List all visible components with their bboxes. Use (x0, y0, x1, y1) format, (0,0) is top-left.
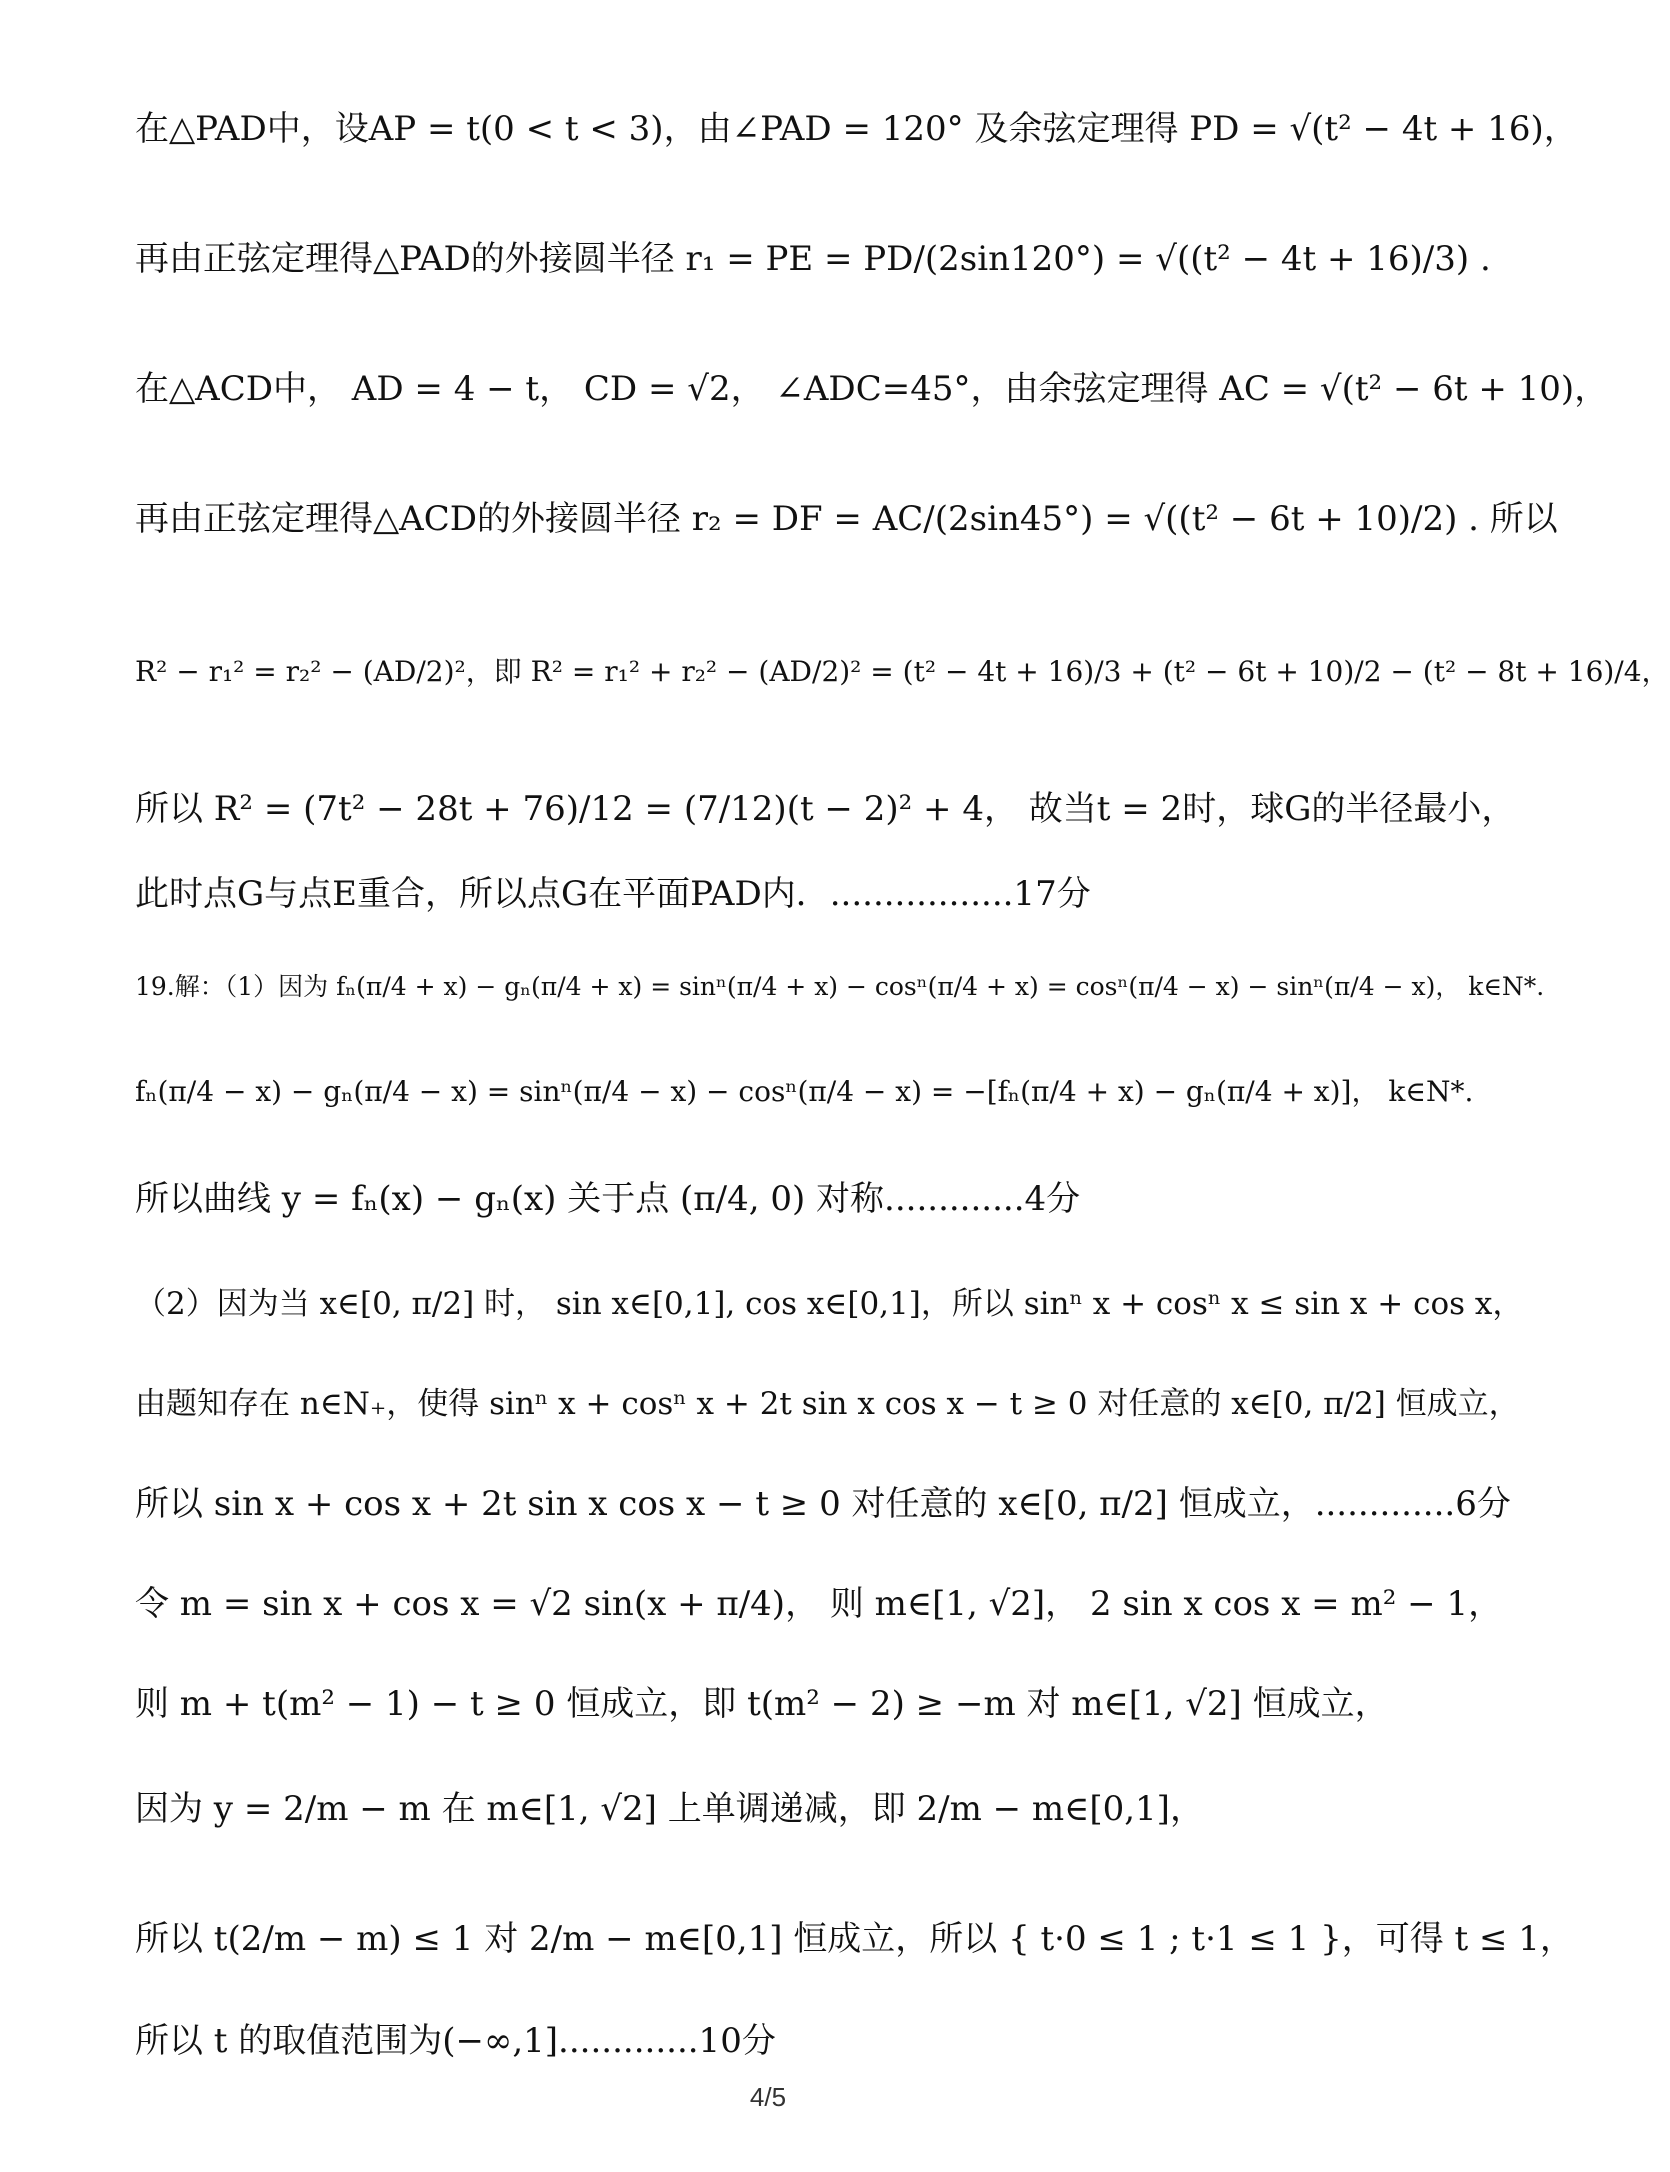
line-text: fₙ(π/4 − x) − gₙ(π/4 − x) = sinⁿ(π/4 − x) − cosⁿ(π/4 − x) = −[fₙ(π/4 + x) − gₙ(π/4 + x)]， k∈N*. (135, 1075, 1474, 1108)
line-text: R² − r₁² = r₂² − (AD/2)²，即 R² = r₁² + r₂² − (AD/2)² = (t² − 4t + 16)/3 + (t² − 6t + 10)/2 − (t² − 8t + 16)/4， (135, 655, 1670, 688)
line-text: 所以 sin x + cos x + 2t sin x cos x − t ≥ 0 对任意的 x∈[0, π/2] 恒成立，.............6分 (135, 1483, 1511, 1524)
line-text: 19.解：（1）因为 fₙ(π/4 + x) − gₙ(π/4 + x) = sinⁿ(π/4 + x) − cosⁿ(π/4 + x) = cosⁿ(π/4 − x) − sinⁿ(π/4 − x)， k∈N*. (135, 972, 1545, 1001)
text-line-5 (135, 630, 1670, 710)
line-text: 所以曲线 y = fₙ(x) − gₙ(x) 关于点 (π/4, 0) 对称.............4分 (135, 1178, 1081, 1219)
line-text: 令 m = sin x + cos x = √2 sin(x + π/4)， 则 m∈[1, √2]， 2 sin x cos x = m² − 1， (135, 1583, 1503, 1624)
line-text: 所以 R² = (7t² − 28t + 76)/12 = (7/12)(t − 2)² + 4， 故当t = 2时，球G的半径最小， (135, 788, 1516, 829)
line-text: 再由正弦定理得△ACD的外接圆半径 r₂ = DF = AC/(2sin45°) = √((t² − 6t + 10)/2) . 所以 (135, 498, 1558, 539)
text-line-18 (135, 2010, 1456, 2065)
line-text: 所以 t 的取值范围为(−∞,1].............10分 (135, 2021, 776, 2061)
text-line-1 (135, 95, 1578, 155)
text-line-3 (135, 355, 1609, 415)
text-line-2 (135, 215, 1491, 295)
text-line-8 (135, 955, 1545, 1015)
line-text: 则 m + t(m² − 1) − t ≥ 0 恒成立，即 t(m² − 2) ≥ −m 对 m∈[1, √2] 恒成立， (135, 1683, 1389, 1724)
line-text: 所以 t(2/m − m) ≤ 1 对 2/m − m∈[0,1] 恒成立，所以 { t·0 ≤ 1 ; t·1 ≤ 1 }，可得 t ≤ 1， (135, 1918, 1574, 1959)
page-number: 4/5 (749, 2082, 787, 2112)
line-text: 由题知存在 n∈N₊，使得 sinⁿ x + cosⁿ x + 2t sin x cos x − t ≥ 0 对任意的 x∈[0, π/2] 恒成立， (135, 1385, 1520, 1422)
text-line-4 (135, 475, 1558, 555)
text-line-15 (135, 1665, 1456, 1735)
text-line-7 (135, 865, 1456, 915)
line-text: 在△PAD中，设AP = t(0 < t < 3)，由∠PAD = 120° 及余弦定理得 PD = √(t² − 4t + 16)， (135, 108, 1578, 149)
text-line-10 (135, 1160, 1456, 1230)
text-line-17 (135, 1895, 1574, 1975)
line-text: 在△ACD中， AD = 4 − t， CD = √2， ∠ADC=45°，由余弦定理得 AC = √(t² − 6t + 10)， (135, 368, 1609, 409)
line-text: 此时点G与点E重合，所以点G在平面PAD内．.................17分 (135, 873, 1091, 914)
text-line-6 (135, 770, 1516, 840)
line-text: 再由正弦定理得△PAD的外接圆半径 r₁ = PE = PD/(2sin120°) = √((t² − 4t + 16)/3) . (135, 238, 1491, 279)
text-line-9 (135, 1060, 1474, 1120)
line-text: （2）因为当 x∈[0, π/2] 时， sin x∈[0,1], cos x∈[0,1]，所以 sinⁿ x + cosⁿ x ≤ sin x + cos x， (135, 1285, 1524, 1322)
text-line-16 (135, 1770, 1456, 1840)
line-text: 因为 y = 2/m − m 在 m∈[1, √2] 上单调递减，即 2/m − m∈[0,1]， (135, 1788, 1204, 1829)
text-line-13 (135, 1465, 1511, 1535)
text-line-12 (135, 1365, 1520, 1435)
text-line-11 (135, 1265, 1524, 1335)
text-line-14 (135, 1565, 1503, 1635)
